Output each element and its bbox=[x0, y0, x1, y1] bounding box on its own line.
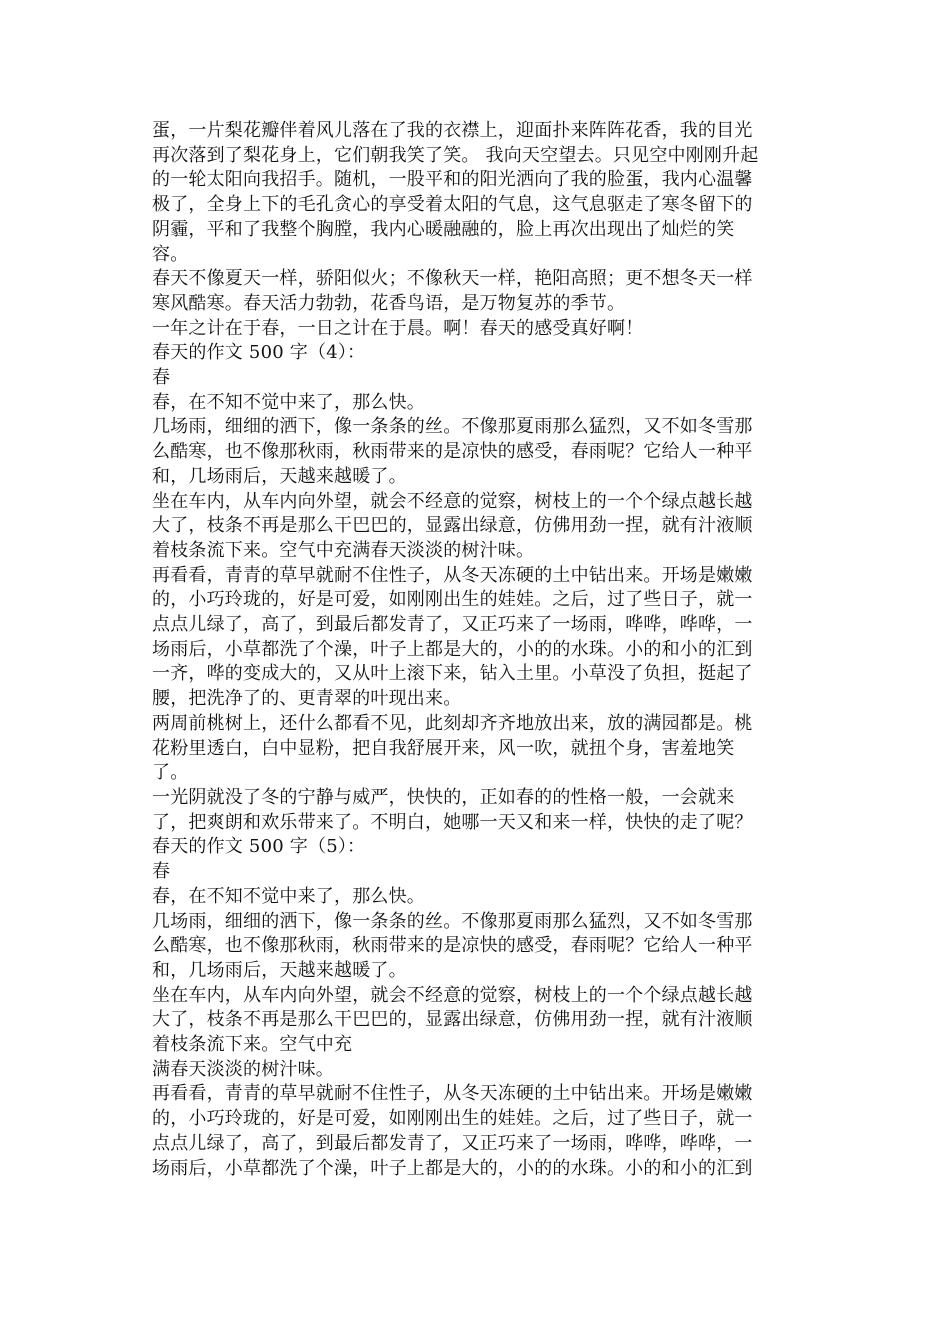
essay-title: 春 bbox=[152, 367, 171, 389]
text-line: 的一轮太阳向我招手。随机，一股平和的阳光洒向了我的脸蛋，我内心温馨 bbox=[152, 169, 753, 191]
text-line: 春，在不知不觉中来了，那么快。 bbox=[152, 885, 425, 907]
text-line: 了，把爽朗和欢乐带来了。不明白，她哪一天又和来一样，快快的走了呢？ bbox=[152, 811, 753, 833]
text-line: 场雨后，小草都洗了个澡，叶子上都是大的，小的的水珠。小的和小的汇到 bbox=[152, 638, 753, 660]
text-line: 再次落到了梨花身上，它们朝我笑了笑。 我向天空望去。只见空中刚刚升起 bbox=[152, 144, 759, 166]
text-line: 坐在车内，从车内向外望，就会不经意的觉察，树枝上的一个个绿点越长越 bbox=[152, 490, 753, 512]
text-line: 大了，枝条不再是那么干巴巴的，显露出绿意，仿佛用劲一捏，就有汁液顺 bbox=[152, 515, 753, 537]
document-body bbox=[152, 119, 792, 1181]
text-line: 坐在车内，从车内向外望，就会不经意的觉察，树枝上的一个个绿点越长越 bbox=[152, 984, 753, 1006]
text-line: 了。 bbox=[152, 762, 189, 784]
text-line: 阴霾，平和了我整个胸膛，我内心暖融融的，脸上再次出现出了灿烂的笑 bbox=[152, 218, 735, 240]
text-line: 的，小巧玲珑的，好是可爱，如刚刚出生的娃娃。之后，过了些日子，就一 bbox=[152, 1108, 753, 1130]
text-line: 一齐，哗的变成大的，又从叶上滚下来，钻入土里。小草没了负担，挺起了 bbox=[152, 663, 753, 685]
text-line: 极了，全身上下的毛孔贪心的享受着太阳的气息，这气息驱走了寒冬留下的 bbox=[152, 194, 753, 216]
text-line: 再看看，青青的草早就耐不住性子，从冬天冻硬的土中钻出来。开场是嫩嫩 bbox=[152, 564, 753, 586]
text-line: 一年之计在于春，一日之计在于晨。啊！春天的感受真好啊！ bbox=[152, 317, 644, 339]
text-line: 点点儿绿了，高了，到最后都发青了，又正巧来了一场雨，哗哗，哗哗，一 bbox=[152, 614, 753, 636]
text-line: 着枝条流下来。空气中充满春天淡淡的树汁味。 bbox=[152, 539, 535, 561]
text-line: 几场雨，细细的洒下，像一条条的丝。不像那夏雨那么猛烈，又不如冬雪那 bbox=[152, 910, 753, 932]
text-line: 和，几场雨后，天越来越暖了。 bbox=[152, 465, 407, 487]
text-line: 春，在不知不觉中来了，那么快。 bbox=[152, 391, 425, 413]
text-line: 么酷寒，也不像那秋雨，秋雨带来的是凉快的感受，春雨呢？它给人一种平 bbox=[152, 441, 753, 463]
text-line: 花粉里透白，白中显粉，把自我舒展开来，风一吹，就扭个身，害羞地笑 bbox=[152, 737, 735, 759]
text-line: 一光阴就没了冬的宁静与威严，快快的，正如春的的性格一般，一会就来 bbox=[152, 786, 735, 808]
text-line: 春天不像夏天一样，骄阳似火；不像秋天一样，艳阳高照；更不想冬天一样 bbox=[152, 268, 753, 290]
text-line: 再看看，青青的草早就耐不住性子，从冬天冻硬的土中钻出来。开场是嫩嫩 bbox=[152, 1083, 753, 1105]
text-line: 点点儿绿了，高了，到最后都发青了，又正巧来了一场雨，哗哗，哗哗，一 bbox=[152, 1132, 753, 1154]
text-line: 腰，把洗净了的、更青翠的叶现出来。 bbox=[152, 688, 462, 710]
text-line: 场雨后，小草都洗了个澡，叶子上都是大的，小的的水珠。小的和小的汇到 bbox=[152, 1157, 753, 1179]
text-line: 大了，枝条不再是那么干巴巴的，显露出绿意，仿佛用劲一捏，就有汁液顺 bbox=[152, 1009, 753, 1031]
text-line: 容。 bbox=[152, 243, 189, 265]
text-line: 寒风酷寒。春天活力勃勃，花香鸟语，是万物复苏的季节。 bbox=[152, 292, 626, 314]
text-line: 满春天淡淡的树汁味。 bbox=[152, 1058, 334, 1080]
section-heading: 春天的作文 500 字（5）： bbox=[152, 836, 366, 858]
text-line: 着枝条流下来。空气中充 bbox=[152, 1034, 353, 1056]
text-line: 么酷寒，也不像那秋雨，秋雨带来的是凉快的感受，春雨呢？它给人一种平 bbox=[152, 935, 753, 957]
text-line: 的，小巧玲珑的，好是可爱，如刚刚出生的娃娃。之后，过了些日子，就一 bbox=[152, 589, 753, 611]
text-line: 两周前桃树上，还什么都看不见，此刻却齐齐地放出来，放的满园都是。桃 bbox=[152, 712, 753, 734]
text-line: 几场雨，细细的洒下，像一条条的丝。不像那夏雨那么猛烈，又不如冬雪那 bbox=[152, 416, 753, 438]
section-heading: 春天的作文 500 字（4）： bbox=[152, 342, 366, 364]
text-line: 和，几场雨后，天越来越暖了。 bbox=[152, 959, 407, 981]
essay-title: 春 bbox=[152, 861, 171, 883]
text-line: 蛋，一片梨花瓣伴着风儿落在了我的衣襟上，迎面扑来阵阵花香，我的目光 bbox=[152, 120, 753, 141]
